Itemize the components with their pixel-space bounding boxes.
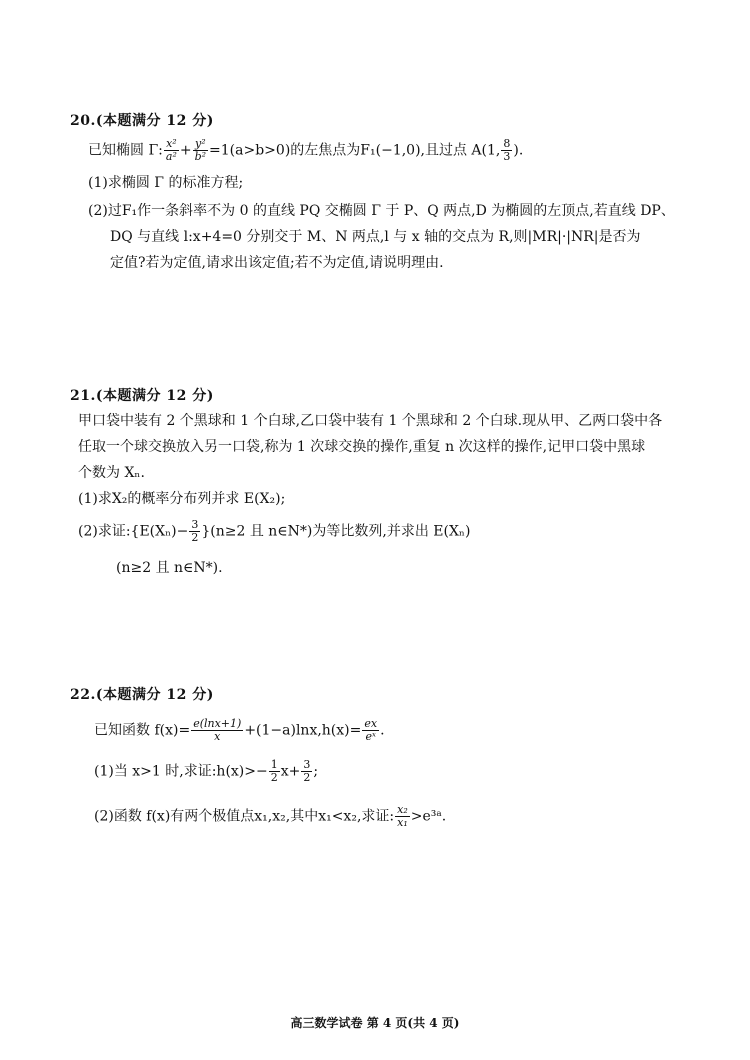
- frac-num: 8: [503, 137, 511, 150]
- stem-text: ;: [313, 763, 319, 780]
- frac-den: b²: [194, 150, 207, 163]
- fraction-y2-b2: [193, 138, 208, 163]
- stem-text: =1(a>b>0)的左焦点为F₁(−1,0),且过点 A(1,: [209, 142, 501, 159]
- frac-num: x²: [164, 138, 179, 151]
- stem-text: 已知函数 f(x)=: [94, 722, 191, 739]
- stem-text: >e³ᵃ.: [410, 808, 447, 825]
- problem-21-heading: 21.(本题满分 12 分): [70, 388, 214, 404]
- plus-sign: +: [179, 142, 192, 159]
- frac-num: y²: [193, 138, 208, 151]
- fraction-x2-a2: [164, 138, 179, 163]
- stem-text: (2)函数 f(x)有两个极值点x₁,x₂,其中x₁<x₂,求证:: [94, 808, 395, 825]
- problem-20-stem: [88, 138, 690, 163]
- frac-den: 2: [303, 771, 311, 784]
- stem-text: .: [380, 722, 385, 739]
- problem-20-q2-line1: (2)过F₁作一条斜率不为 0 的直线 PQ 交椭圆 Γ 于 P、Q 两点,D 为椭圆的左顶点,若直线 DP、: [88, 203, 675, 219]
- fraction-3-2: [301, 759, 312, 784]
- frac-den: 2: [191, 531, 199, 544]
- frac-den: 3: [503, 150, 511, 163]
- problem-21-q1: (1)求X₂的概率分布列并求 E(X₂);: [78, 491, 286, 507]
- fraction-8-3: [501, 138, 512, 163]
- stem-text: 已知椭圆 Γ:: [88, 142, 163, 159]
- problem-20-q1: (1)求椭圆 Γ 的标准方程;: [88, 175, 244, 191]
- problem-22-q1: [94, 759, 690, 784]
- page-footer: 高三数学试卷 第 4 页(共 4 页): [290, 1016, 460, 1030]
- frac-num: 3: [303, 758, 311, 771]
- frac-den: x₁: [397, 816, 408, 829]
- frac-den: x: [214, 730, 221, 743]
- fraction-f: [191, 718, 243, 743]
- fraction-1-2: [269, 759, 280, 784]
- problem-21-stem-line2: 任取一个球交换放入另一口袋,称为 1 次球交换的操作,重复 n 次这样的操作,记甲口袋中黑球: [78, 439, 646, 455]
- problem-21: [70, 385, 690, 578]
- stem-text: +(1−a)lnx,h(x)=: [244, 722, 362, 739]
- fraction-x2-x1: [395, 804, 410, 829]
- problem-20-q2-line2: DQ 与直线 l:x+4=0 分别交于 M、N 两点,l 与 x 轴的交点为 R,则|MR|·|NR|是否为: [110, 229, 641, 245]
- problem-21-q2-line2: (n≥2 且 n∈N*).: [116, 560, 223, 576]
- problem-22: [70, 684, 690, 829]
- problem-20-q2-line3: 定值?若为定值,请求出该定值;若不为定值,请说明理由.: [110, 255, 444, 271]
- frac-num: 1: [270, 758, 278, 771]
- frac-den: a²: [165, 150, 177, 163]
- stem-text: ).: [513, 142, 524, 159]
- fraction-3-2: [189, 519, 200, 544]
- frac-den: eˣ: [365, 730, 376, 743]
- problem-20: [70, 110, 690, 273]
- problem-20-heading: 20.(本题满分 12 分): [70, 113, 214, 129]
- problem-21-q2: [78, 519, 690, 544]
- problem-21-stem-line3: 个数为 Xₙ.: [78, 465, 145, 481]
- fraction-h: [362, 718, 379, 743]
- problem-21-stem-line1: 甲口袋中装有 2 个黑球和 1 个白球,乙口袋中装有 1 个黑球和 2 个白球.现从甲、乙两口袋中各: [78, 413, 663, 429]
- stem-text: x+: [280, 763, 301, 780]
- problem-22-q2: [94, 804, 690, 829]
- problem-22-heading: 22.(本题满分 12 分): [70, 687, 214, 703]
- stem-text: (1)当 x>1 时,求证:h(x)>−: [94, 763, 268, 780]
- stem-text: (2)求证:{E(Xₙ)−: [78, 523, 189, 540]
- problem-22-stem: [94, 718, 690, 743]
- frac-den: 2: [270, 771, 278, 784]
- frac-num: e(lnx+1): [193, 717, 242, 730]
- stem-text: }(n≥2 且 n∈N*)为等比数列,并求出 E(Xₙ): [201, 523, 471, 540]
- frac-num: x₂: [397, 803, 408, 816]
- frac-num: 3: [191, 518, 199, 531]
- frac-num: ex: [364, 717, 378, 730]
